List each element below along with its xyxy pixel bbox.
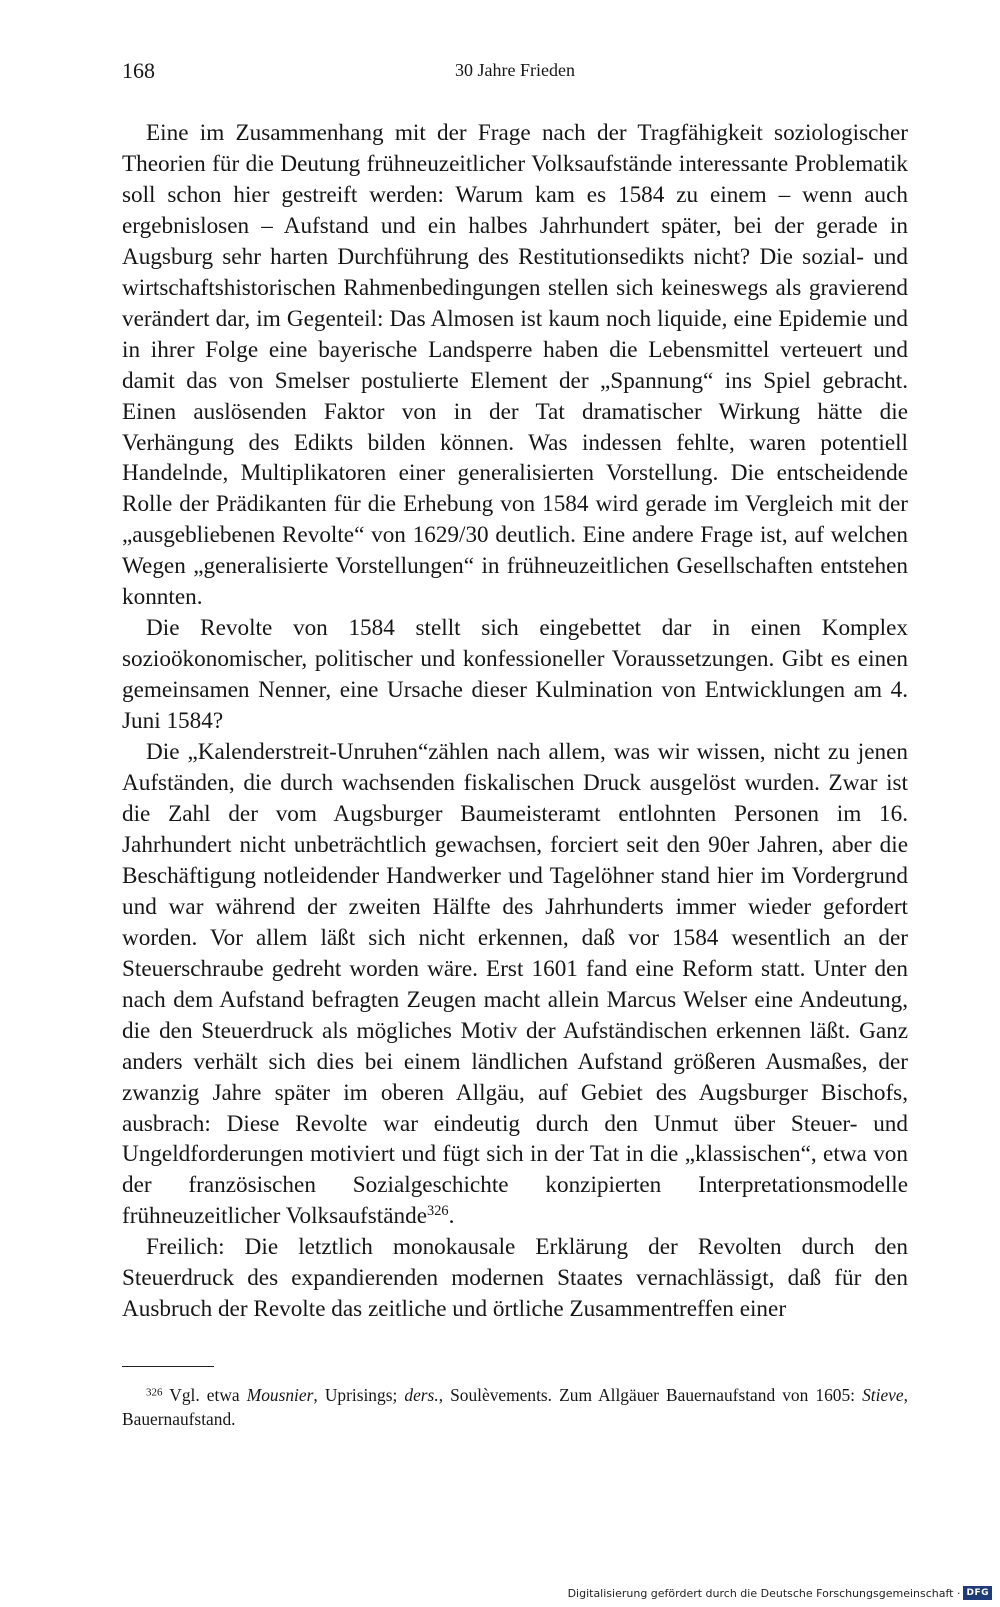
- paragraph-text: Freilich: Die letztlich monokausale Erklärung der Revolten durch den Steuerdruck des expandierenden modernen Staates vernachlässigt, daß für den Ausbruch der Revolte das zeitliche und örtliche Zusammentreffen einer: [122, 1234, 908, 1323]
- paragraph-text: Eine im Zusammenhang mit der Frage nach der Tragfähigkeit soziologischer Theorien für die Deutung frühneuzeitlicher Volksaufstände interessante Problematik soll schon hier gestreift werden: Warum kam es 1584 zu einem – wenn auch ergebnislosen – Aufstand und ein halbes Jahrhundert später, bei der gerade in Augsburg sehr harten Durchführung des Restitutionsedikts nicht? Die sozial- und wirtschaftshistorischen Rahmenbedingungen stellen sich keineswegs als gravierend verändert dar, im Gegenteil: Das Almosen ist kaum noch liquide, eine Epidemie und in ihrer Folge eine bayerische Landsperre haben die Lebensmittel verteuert und damit das von Smelser postulierte Element der „Spannung“ ins Spiel gebracht. Einen auslösenden Faktor von in der Tat dramatischer Wirkung hätte die Verhängung des Edikts bilden können. Was indessen fehlte, waren potentiell Handelnde, Multiplikatoren einer generalisierten Vorstellung. Die entscheidende Rolle der Prädikanten für die Erhebung von 1584 wird gerade im Vergleich mit der „ausgebliebenen Revolte“ von 1629/30 deutlich. Eine andere Frage ist, auf welchen Wegen „generalisierte Vorstellungen“ in frühneuzeitlichen Gesellschaften entstehen konnten.: [122, 120, 908, 611]
- body-text: [122, 118, 908, 1325]
- footnote: [122, 1384, 908, 1431]
- digitization-footer: [568, 1583, 992, 1603]
- paragraph: [122, 1232, 908, 1325]
- footnote-text-part: , Uprisings;: [313, 1385, 405, 1405]
- page-number: 168: [122, 58, 155, 83]
- footnote-text-part: , Soulèvements. Zum Allgäuer Bauernaufstand von 1605:: [438, 1385, 863, 1405]
- footnote-author: ders.: [404, 1385, 439, 1405]
- paragraph: Die „Kalenderstreit-Unruhen“zählen nach allem, was wir wissen, nicht zu jenen Aufständen, die durch wachsenden fiskalischen Druck ausgelöst wurden. Zwar ist die Zahl der vom Augsburger Baumeisteramt entlohnten Personen im 16. Jahrhundert nicht unbeträchtlich gewachsen, forciert seit den 90er Jahren, aber die Beschäftigung notleidender Handwerker und Tagelöhner stand hier im Vordergrund und war während der zweiten Hälfte des Jahrhunderts immer wieder gefordert worden. Vor allem läßt sich nicht erkennen, daß vor 1584 wesentlich an der Steuerschraube gedreht worden wäre. Erst 1601 fand eine Reform statt. Unter den nach dem Aufstand befragten Zeugen macht allein Marcus Welser eine Andeutung, die den Steuerdruck als mögliches Motiv der Aufständischen erkennen läßt. Ganz anders verhält sich dies bei einem ländlichen Aufstand größeren Ausmaßes, der zwanzig Jahre später im oberen Allgäu, auf Gebiet des Augsburger Bischofs, ausbrach: Diese Revolte war eindeutig durch den Unmut über Steuer- und Ungeldforderungen motiviert und fügt sich in der Tat in die „klassischen“, etwa von der französischen Sozialgeschichte konzipierten Interpretationsmodelle frühneuzeitlicher Volksaufstände$^{326}$.: [122, 739, 908, 1230]
- page-header: [122, 58, 908, 88]
- paragraph-text: Die „Kalenderstreit-Unruhen“zählen nach allem, was wir wissen, nicht zu jenen Aufständen, die durch wachsenden fiskalischen Druck ausgelöst wurden. Zwar ist die Zahl der vom Augsburger Baumeisteramt entlohnten Personen im 16. Jahrhundert nicht unbeträchtlich gewachsen, forciert seit den 90er Jahren, aber die Beschäftigung notleidender Handwerker und Tagelöhner stand hier im Vordergrund und war während der zweiten Hälfte des Jahrhunderts immer wieder gefordert worden. Vor allem läßt sich nicht erkennen, daß vor 1584 wesentlich an der Steuerschraube gedreht worden wäre. Erst 1601 fand eine Reform statt. Unter den nach dem Aufstand befragten Zeugen macht allein Marcus Welser eine Andeutung, die den Steuerdruck als mögliches Motiv der Aufständischen erkennen läßt. Ganz anders verhält sich dies bei einem ländlichen Aufstand größeren Ausmaßes, der zwanzig Jahre später im oberen Allgäu, auf Gebiet des Augsburger Bischofs, ausbrach: Diese Revolte war eindeutig durch den Unmut über Steuer- und Ungeldforderungen motiviert und fügt sich in der Tat in die „klassischen“, etwa von der französischen Sozialgeschichte konzipierten Interpretationsmodelle frühneuzeitlicher Volksaufstände: [122, 739, 908, 1230]
- footnote-number: 326: [146, 1386, 163, 1399]
- footnote-separator: [122, 1366, 214, 1367]
- dfg-logo-icon: DFG: [963, 1586, 992, 1600]
- running-title: 30 Jahre Frieden: [455, 60, 575, 80]
- footnote-author: Stieve: [862, 1385, 904, 1405]
- digitization-credit: Digitalisierung gefördert durch die Deutsche Forschungsgemeinschaft ·: [567, 1586, 961, 1600]
- footnote-reference[interactable]: 326: [427, 1203, 449, 1220]
- paragraph: [122, 118, 908, 613]
- footnote-text-part: , Bauernaufstand.: [122, 1385, 908, 1429]
- footnote-author: Mousnier: [246, 1385, 314, 1405]
- paragraph: [122, 613, 908, 737]
- paragraph-text: Die Revolte von 1584 stellt sich eingebettet dar in einen Komplex sozioökonomischer, politischer und konfessioneller Voraussetzungen. Gibt es einen gemeinsamen Nenner, eine Ursache dieser Kulmination von Entwicklungen am 4. Juni 1584?: [122, 615, 908, 735]
- footnote-text-part: Vgl. etwa: [169, 1385, 247, 1405]
